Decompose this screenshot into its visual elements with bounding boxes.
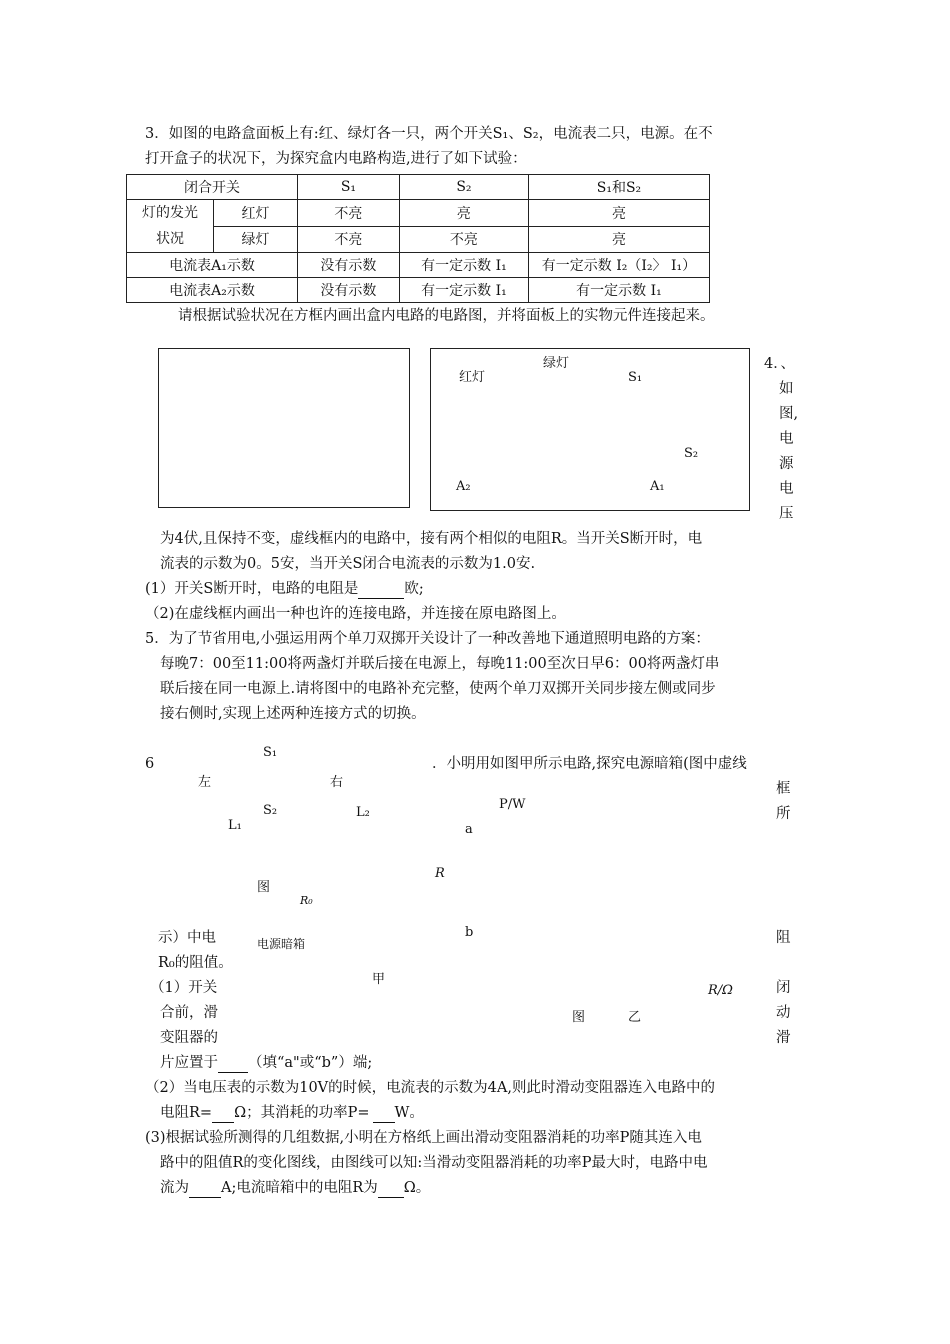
table-header-s2: S₂ [399, 175, 528, 200]
light-state-line1: 灯的发光 [142, 205, 198, 221]
fig-r0-label: R₀ [300, 894, 313, 907]
fig-l2-label: L₂ [356, 805, 370, 820]
q3-line1: 3．如图的电路盒面板上有:红、绿灯各一只，两个开关S₁、S₂，电流表二只，电源。在不 [145, 126, 713, 142]
q4-side: 源 [779, 456, 794, 472]
q4-side: 电 [779, 481, 794, 497]
fig-jia-label: 甲 [372, 972, 386, 987]
table-cell: 不亮 [399, 226, 528, 253]
table-cell: 有一定示数 I₁ [528, 278, 709, 303]
q6-sub3-text: 流为 [160, 1180, 189, 1196]
q6-sub2-p: Ω；其消耗的功率P= [234, 1105, 370, 1121]
q6-sub3-mid: A;电流暗箱中的电阻R为 [221, 1180, 378, 1196]
fig-tu-label: 图 [257, 880, 271, 895]
table-cell: 不亮 [297, 200, 399, 227]
fig-a-label: a [465, 822, 473, 837]
q4-number: 4．、 [764, 356, 795, 372]
table-cell: 没有示数 [297, 278, 399, 303]
table-red-label: 红灯 [214, 200, 298, 227]
fig-s2-label: S₂ [263, 803, 278, 818]
q6-sub1-text: 片应置于 [160, 1055, 218, 1071]
q6-right-col2: 滑 [776, 1030, 791, 1046]
answer-box[interactable] [158, 348, 410, 508]
panel-red-label: 红灯 [459, 370, 486, 385]
panel-s2-label: S₂ [684, 446, 699, 461]
table-header-s1: S₁ [297, 175, 399, 200]
fig-b-label: b [465, 925, 474, 940]
fig-s1-label: S₁ [263, 745, 278, 760]
table-cell: 亮 [528, 226, 709, 253]
panel-s1-label: S₁ [628, 370, 643, 385]
q6-sub3-b: 路中的阻值R的变化图线，由图线可以知:当滑动变阻器消耗的功率P最大时，电路中电 [160, 1155, 708, 1171]
table-a1-label: 电流表A₁示数 [127, 253, 298, 278]
q4-line2: 流表的示数为0。5安，当开关S闭合电流表的示数为1.0安. [160, 556, 536, 572]
q6-sub1 [160, 1055, 372, 1073]
answer-blank[interactable] [218, 1055, 248, 1073]
q4-side: 压 [779, 506, 794, 522]
table-cell: 有一定示数 I₁ [399, 278, 528, 303]
fig-box-label: 电源暗箱 [257, 937, 306, 951]
panel-green-label: 绿灯 [543, 356, 570, 371]
q4-side: 电 [779, 431, 794, 447]
q5-line4: 接右侧时,实现上述两种连接方式的切换。 [160, 706, 426, 722]
q3-line2: 打开盒子的状况下，为探究盒内电路构造,进行了如下试验： [145, 151, 527, 167]
table-cell: 亮 [399, 200, 528, 227]
q6-left-e: 变阻器的 [160, 1030, 218, 1046]
q6-sub1-tail: （填“a"或“b”）端; [248, 1055, 373, 1071]
fig-yi-label: 乙 [628, 1010, 642, 1025]
table-light-state [127, 200, 214, 253]
panel-a2-label: A₂ [456, 479, 471, 494]
answer-blank[interactable] [373, 1105, 395, 1123]
table-cell: 没有示数 [297, 253, 399, 278]
q6-left-a: 示）中电 [158, 930, 216, 946]
q6-sub3-c [160, 1180, 430, 1198]
table-cell: 有一定示数 I₁ [399, 253, 528, 278]
q6-number: 6 [145, 756, 155, 772]
q6-right-col2: 动 [776, 1005, 791, 1021]
q4-sub1 [145, 581, 424, 599]
fig-r-label: R [435, 866, 445, 881]
q6-right-col: 所 [776, 806, 791, 822]
q6-right-col: 框 [776, 781, 791, 797]
q4-sub1-unit: 欧; [404, 581, 424, 597]
answer-blank[interactable] [358, 581, 404, 599]
q6-sub2-b [160, 1105, 424, 1123]
q4-sub1-text: (1）开关S断开时，电路的电阻是 [145, 581, 359, 597]
q5-line1: 5．为了节省用电,小强运用两个单刀双掷开关设计了一种改善地下通道照明电路的方案： [145, 631, 710, 647]
table-header-close: 闭合开关 [127, 175, 298, 200]
q4-side: 如 [779, 381, 794, 397]
q4-side: 图, [779, 406, 799, 422]
q6-left-b: R₀的阻值。 [158, 955, 233, 971]
q6-left-c: （1）开关 [150, 980, 218, 996]
q6-sub3-unit: Ω。 [403, 1180, 431, 1196]
table-cell: 有一定示数 I₂（I₂〉 I₁） [528, 253, 709, 278]
graph-pw-label: P/W [499, 797, 526, 812]
table-a2-label: 电流表A₂示数 [127, 278, 298, 303]
fig-l1-label: L₁ [228, 818, 242, 833]
q6-right-zu: 阻 [776, 930, 791, 946]
fig-right-label: 右 [330, 775, 344, 790]
q6-left-d: 合前，滑 [160, 1005, 218, 1021]
q4-line1: 为4伏,且保持不变，虚线框内的电路中，接有两个相似的电阻R。当开关S断开时，电 [160, 531, 703, 547]
table-header-both: S₁和S₂ [528, 175, 709, 200]
table-green-label: 绿灯 [214, 226, 298, 253]
light-state-line2: 状况 [156, 231, 184, 247]
fig-left-label: 左 [198, 775, 212, 790]
q6-sub2-r: 电阻R= [160, 1105, 213, 1121]
answer-blank[interactable] [189, 1180, 221, 1198]
q6-sub2-a: （2）当电压表的示数为10V的时候，电流表的示数为4A,则此时滑动变阻器连入电路中的 [145, 1080, 715, 1096]
panel-box [430, 348, 750, 511]
panel-a1-label: A₁ [650, 479, 665, 494]
graph-romega-label: R/Ω [708, 983, 733, 998]
q6-sub2-unit: W。 [394, 1105, 424, 1121]
fig-tu2-label: 图 [572, 1010, 586, 1025]
experiment-table [126, 174, 710, 303]
q6-intro: ．小明用如图甲所示电路,探究电源暗箱(图中虚线 [432, 756, 747, 772]
table-cell: 亮 [528, 200, 709, 227]
q4-sub2: （2)在虚线框内画出一种也许的连接电路，并连接在原电路图上。 [145, 606, 566, 622]
table-cell: 不亮 [297, 226, 399, 253]
answer-blank[interactable] [378, 1180, 404, 1198]
answer-blank[interactable] [212, 1105, 234, 1123]
q5-line3: 联后接在同一电源上.请将图中的电路补充完整，使两个单刀双掷开关同步接左侧或同步 [160, 681, 716, 697]
q6-sub3-a: (3)根据试验所测得的几组数据,小明在方格纸上画出滑动变阻器消耗的功率P随其连入电 [145, 1130, 702, 1146]
q5-line2: 每晚7：00至11:00将两盏灯并联后接在电源上，每晚11:00至次日早6：00将两盏灯串 [160, 656, 720, 672]
q6-right-col2: 闭 [776, 980, 791, 996]
q3-instruction: 请根据试验状况在方框内画出盒内电路的电路图，并将面板上的实物元件连接起来。 [178, 308, 715, 324]
